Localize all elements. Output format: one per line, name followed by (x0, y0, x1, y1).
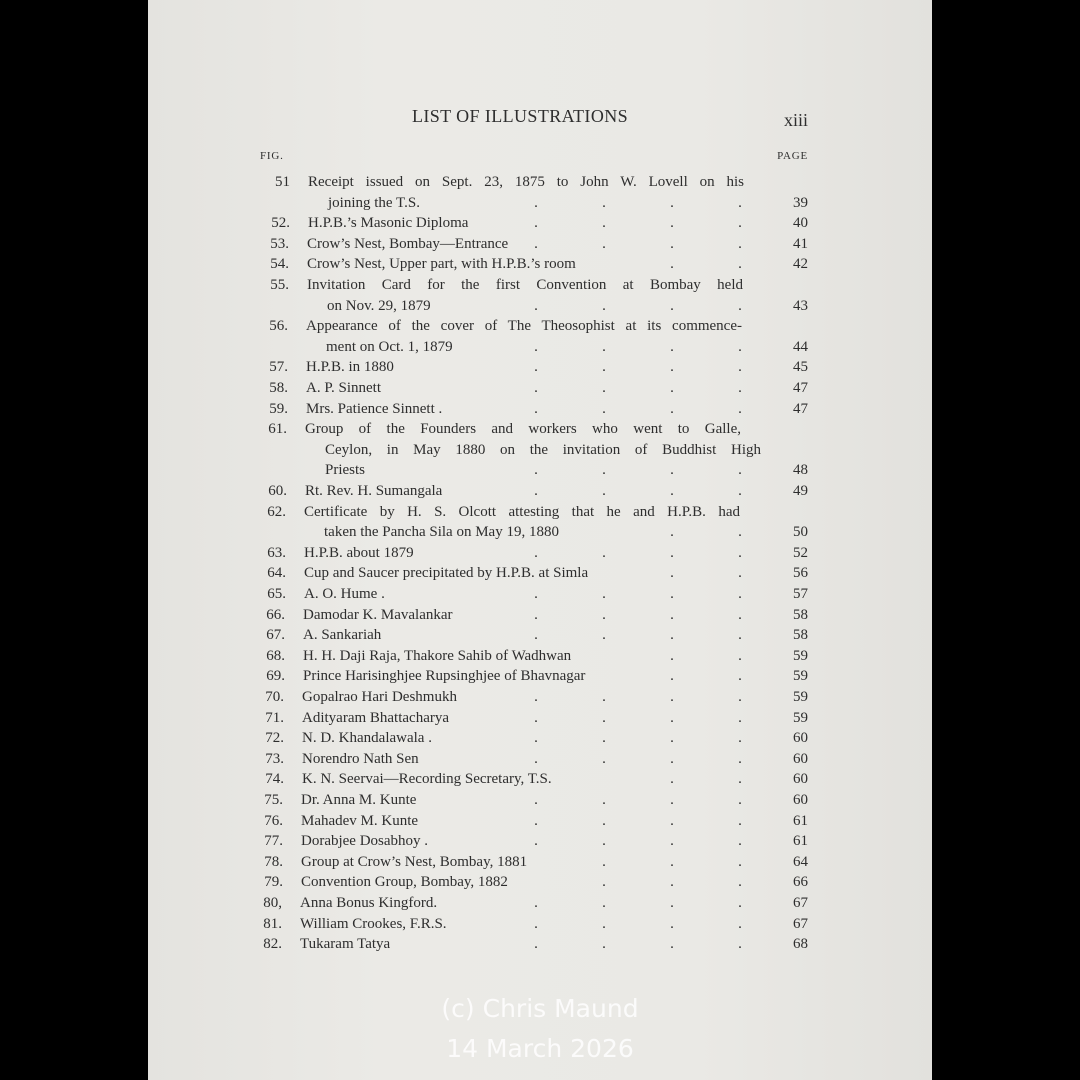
list-item-line: 76. Mahadev M. Kunte . . . . 61 (148, 811, 932, 831)
figure-caption: Mrs. Patience Sinnett . (306, 400, 443, 417)
page-ref: 50 (793, 524, 808, 541)
page-number: xiii (783, 110, 808, 130)
page-ref: 44 (793, 338, 808, 355)
page-ref: 67 (793, 895, 808, 911)
page-ref: 40 (793, 215, 808, 232)
figure-caption: Priests (325, 462, 366, 479)
figure-caption: Norendro Nath Sen (302, 750, 419, 767)
page-column-header: PAGE (777, 150, 808, 162)
illustrations-list (148, 0, 932, 1080)
figure-number: 57. (269, 359, 288, 376)
list-item-line (148, 419, 932, 439)
figure-number: 79. (264, 874, 283, 891)
list-item-line (148, 172, 932, 192)
list-item-line: 59. Mrs. Patience Sinnett . . . . . 47 (148, 399, 932, 419)
figure-number: 74. (265, 771, 284, 788)
list-item-line: 77. Dorabjee Dosabhoy . . . . . 61 (148, 831, 932, 851)
figure-caption: Mahadev M. Kunte (301, 812, 419, 829)
figure-caption: Receipt issued on Sept. 23, 1875 to John W. Lovell on his (308, 174, 744, 190)
list-item-line: 52. H.P.B.’s Masonic Diploma . . . . 40 (148, 213, 932, 233)
figure-caption: on Nov. 29, 1879 (327, 297, 431, 314)
list-item-line: taken the Pancha Sila on May 19, 1880 . . 50 (324, 524, 808, 541)
figure-caption: William Crookes, F.R.S. (300, 915, 447, 932)
list-item-line: 78. Group at Crow’s Nest, Bombay, 1881 . . . 64 (148, 852, 932, 872)
figure-caption: H.P.B. in 1880 (306, 359, 394, 376)
figure-caption: Crow’s Nest, Bombay—Entrance (307, 235, 509, 252)
figure-caption: Gopalrao Hari Deshmukh (302, 689, 457, 705)
watermark-copyright: (c) Chris Maund (441, 994, 639, 1023)
list-item-line (148, 275, 932, 295)
figure-caption: Invitation Card for the first Convention at Bombay held (307, 277, 743, 293)
list-item-line: 53. Crow’s Nest, Bombay—Entrance . . . . 41 (148, 234, 932, 254)
figure-number: 78. (264, 853, 283, 870)
list-item-line: 73. Norendro Nath Sen . . . . 60 (148, 749, 932, 769)
figure-number: 67. (266, 627, 285, 644)
list-item-line: 57. H.P.B. in 1880 . . . . 45 (148, 357, 932, 377)
figure-number: 64. (267, 565, 286, 582)
figure-caption: Ceylon, in May 1880 on the invitation of Buddhist High (325, 441, 761, 458)
list-item-line: 70. Gopalrao Hari Deshmukh . . . . 59 (148, 687, 932, 707)
figure-caption: H.P.B. about 1879 (304, 544, 414, 561)
page-ref: 41 (793, 235, 808, 252)
figure-caption: H.P.B.’s Masonic Diploma (308, 215, 469, 232)
page-ref: 49 (793, 483, 808, 499)
figure-caption: A. Sankariah (303, 627, 382, 644)
figure-number: 73. (265, 750, 284, 767)
list-item-line: 79. Convention Group, Bombay, 1882 . . . 66 (148, 872, 932, 892)
page-title: LIST OF ILLUSTRATIONS (411, 106, 629, 126)
figure-caption: Appearance of the cover of The Theosophist at its commence- (306, 318, 742, 335)
page-ref: 43 (793, 297, 808, 314)
figure-number: 55. (270, 277, 289, 293)
figure-caption: H. H. Daji Raja, Thakore Sahib of Wadhwan (303, 647, 572, 664)
figure-number: 63. (267, 544, 286, 561)
figure-caption: N. D. Khandalawala . (302, 730, 432, 747)
list-item-line: 74. K. N. Seervai—Recording Secretary, T.S. . . 60 (148, 769, 932, 789)
page-ref: 42 (793, 256, 808, 273)
list-item-line: 60. Rt. Rev. H. Sumangala . . . . 49 (148, 481, 932, 501)
page-ref: 67 (793, 915, 808, 932)
figure-number: 71. (265, 709, 284, 726)
book-page (148, 0, 932, 1080)
page-ref: 64 (793, 853, 808, 870)
list-item-line: 64. Cup and Saucer precipitated by H.P.B. at Simla . . 56 (148, 563, 932, 583)
page-ref: 60 (793, 792, 808, 808)
page-ref: 61 (793, 812, 808, 829)
figure-caption: ment on Oct. 1, 1879 (326, 338, 453, 355)
list-item-line (148, 440, 932, 460)
list-item-line (148, 316, 932, 336)
list-item-line: 82. Tukaram Tatya . . . . 68 (148, 934, 932, 954)
figure-number: 60. (268, 483, 287, 499)
page-ref: 47 (793, 400, 808, 417)
page-ref: 66 (793, 874, 808, 891)
figure-caption: Anna Bonus Kingford. (300, 895, 438, 911)
page-ref: 48 (793, 462, 808, 479)
list-item-line: 65. A. O. Hume . . . . . 57 (148, 584, 932, 604)
page-ref: 59 (793, 689, 808, 705)
figure-number: 51 (275, 174, 290, 190)
figure-number: 54. (270, 256, 289, 273)
figure-caption: Crow’s Nest, Upper part, with H.P.B.’s room (307, 256, 576, 273)
figure-number: 61. (268, 421, 287, 438)
page-ref: 58 (793, 606, 808, 623)
page-ref: 52 (793, 544, 808, 561)
list-item-line: 81. William Crookes, F.R.S. . . . . 67 (148, 914, 932, 934)
figure-number: 65. (267, 586, 286, 602)
list-item-line (148, 502, 932, 522)
page-ref: 60 (793, 750, 808, 767)
page-ref: 59 (793, 709, 808, 726)
page-ref: 59 (793, 647, 808, 664)
figure-caption: K. N. Seervai—Recording Secretary, T.S. (302, 771, 552, 788)
page-ref: 39 (793, 194, 808, 211)
figure-number: 70. (265, 689, 284, 705)
list-item-line: 71. Adityaram Bhattacharya . . . . 59 (148, 708, 932, 728)
page-ref: 58 (793, 627, 808, 644)
figure-caption: A. O. Hume . (304, 586, 385, 602)
page-ref: 60 (793, 730, 808, 747)
page-ref: 61 (793, 833, 808, 850)
list-item-line: 66. Damodar K. Mavalankar . . . . 58 (148, 605, 932, 625)
figure-number: 80, (263, 895, 282, 911)
page-ref: 56 (793, 565, 808, 582)
figure-caption: Dorabjee Dosabhoy . (301, 833, 429, 850)
list-item-line: ment on Oct. 1, 1879 . . . . 44 (326, 338, 808, 355)
page-ref: 68 (793, 936, 808, 953)
list-item-line: 67. A. Sankariah . . . . 58 (148, 625, 932, 645)
page-ref: 57 (793, 586, 808, 602)
fig-column-header: FIG. (260, 150, 284, 162)
figure-number: 52. (271, 215, 290, 232)
figure-caption: Dr. Anna M. Kunte (301, 792, 417, 808)
figure-number: 81. (263, 915, 282, 932)
list-item-line: 68. H. H. Daji Raja, Thakore Sahib of Wadhwan . . 59 (148, 646, 932, 666)
figure-caption: Group of the Founders and workers who went to Galle, (305, 421, 741, 438)
page-ref: 59 (793, 668, 808, 685)
list-item-line: 72. N. D. Khandalawala . . . . . 60 (148, 728, 932, 748)
figure-number: 53. (270, 235, 289, 252)
page-ref: 45 (793, 359, 808, 376)
figure-number: 72. (265, 730, 284, 747)
figure-caption: A. P. Sinnett (306, 380, 382, 396)
list-item-line: 69. Prince Harisinghjee Rupsinghjee of Bhavnagar . . 59 (148, 666, 932, 686)
figure-number: 76. (264, 812, 283, 829)
list-item-line: 80, Anna Bonus Kingford. . . . . 67 (148, 893, 932, 913)
figure-number: 69. (266, 668, 285, 685)
list-item-line: 58. A. P. Sinnett . . . . 47 (148, 378, 932, 398)
list-item-line: 75. Dr. Anna M. Kunte . . . . 60 (148, 790, 932, 810)
page-ref: 60 (793, 771, 808, 788)
figure-caption: joining the T.S. (328, 194, 420, 211)
page-ref: 47 (793, 380, 808, 396)
figure-caption: Adityaram Bhattacharya (302, 709, 450, 726)
figure-number: 58. (269, 380, 288, 396)
figure-number: 82. (263, 936, 282, 953)
figure-caption: Rt. Rev. H. Sumangala (305, 483, 443, 499)
figure-caption: taken the Pancha Sila on May 19, 1880 (324, 524, 559, 541)
figure-number: 59. (269, 400, 288, 417)
figure-caption: Group at Crow’s Nest, Bombay, 1881 (301, 853, 528, 870)
figure-number: 68. (266, 647, 285, 664)
figure-number: 77. (264, 833, 283, 850)
figure-number: 75. (264, 792, 283, 808)
watermark-date: 14 March 2026 (446, 1034, 634, 1063)
figure-caption: Prince Harisinghjee Rupsinghjee of Bhavnagar (303, 668, 586, 685)
list-item-line: 54. Crow’s Nest, Upper part, with H.P.B.’s room . . 42 (148, 254, 932, 274)
figure-caption: Damodar K. Mavalankar (303, 606, 453, 623)
figure-number: 66. (266, 606, 285, 623)
figure-number: 56. (269, 318, 288, 335)
figure-caption: Certificate by H. S. Olcott attesting that he and H.P.B. had (304, 503, 740, 520)
list-item-line: joining the T.S. . . . . 39 (328, 194, 808, 211)
figure-caption: Cup and Saucer precipitated by H.P.B. at Simla (304, 565, 589, 582)
list-item-line: 63. H.P.B. about 1879 . . . . 52 (148, 543, 932, 563)
list-item-line: on Nov. 29, 1879 . . . . 43 (327, 297, 808, 314)
figure-caption: Tukaram Tatya (300, 936, 391, 953)
figure-number: 62. (267, 503, 286, 520)
list-item-line: Priests . . . . 48 (325, 462, 808, 479)
figure-caption: Convention Group, Bombay, 1882 (301, 874, 508, 891)
